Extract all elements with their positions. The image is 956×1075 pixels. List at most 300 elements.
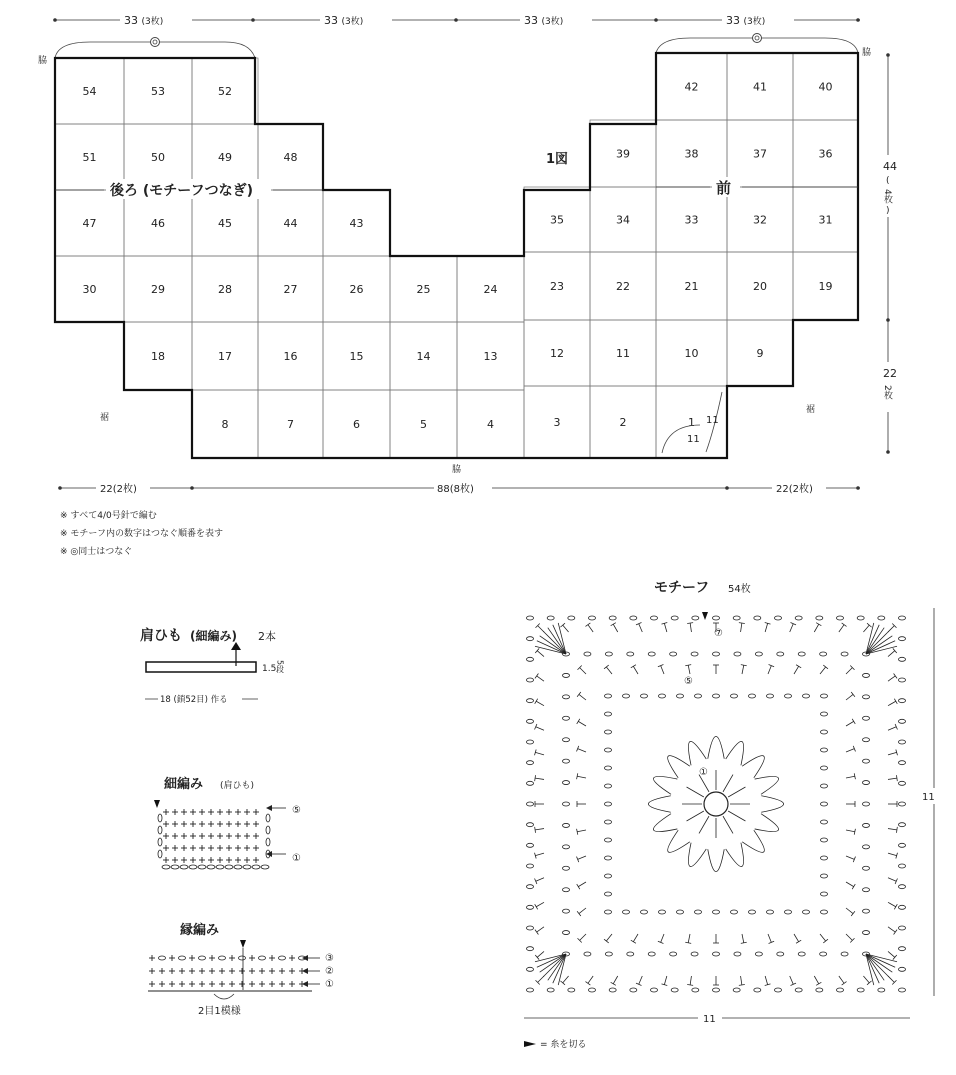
motif-dc [537, 951, 544, 957]
motif-center-stitch [728, 787, 745, 797]
motif-corner-fan [866, 631, 889, 654]
motif-chain [785, 910, 792, 914]
motif-petal [653, 776, 677, 794]
motif-chain [670, 952, 677, 956]
motif-number: 3 [553, 416, 561, 429]
motif-chain [527, 802, 534, 806]
motif-center-stitch [723, 775, 733, 792]
garment-outline [55, 53, 858, 458]
motif-dc [661, 934, 664, 942]
motif-number: 15 [349, 350, 364, 363]
motif-chain [589, 616, 596, 620]
corner-label-2: 11 [706, 415, 719, 426]
motif-chain [630, 988, 637, 992]
motif-ring [704, 792, 728, 816]
edge-chain [179, 956, 186, 960]
motif-dc [888, 951, 895, 957]
motif-petal [648, 796, 670, 812]
motif-dc [846, 882, 854, 887]
motif-chain [605, 952, 612, 956]
motif-chain [651, 616, 658, 620]
motif-chain [767, 694, 774, 698]
motif-dc [814, 976, 818, 984]
motif-chain [899, 988, 906, 992]
motif-chain [733, 616, 740, 620]
motif-chain [527, 864, 534, 868]
motif-chain [563, 802, 570, 806]
motif-chain [837, 616, 844, 620]
motif-center-stitch [687, 787, 704, 797]
motif-chain [899, 637, 906, 641]
motif-dc [742, 934, 744, 943]
hem-label-right: 裾 [806, 405, 816, 415]
motif-number: 28 [218, 283, 232, 296]
motif-number: 18 [151, 350, 165, 363]
motif-dc [814, 624, 818, 632]
motif-chain [605, 766, 612, 770]
motif-number: 6 [353, 418, 360, 431]
motif-dc [535, 829, 544, 830]
motif-chain [754, 988, 761, 992]
motif-stitch-chart [527, 616, 906, 992]
motif-chain [820, 952, 827, 956]
sc-row-bottom: ① [292, 853, 301, 864]
motif-number: 10 [684, 347, 699, 360]
motif-chain [677, 694, 684, 698]
motif-chain [734, 952, 741, 956]
motif-dc [538, 976, 544, 982]
motif-chain [527, 843, 534, 847]
motif-chain [749, 910, 756, 914]
motif-number: 48 [283, 151, 298, 164]
motif-chain [563, 716, 570, 720]
motif-chain [731, 910, 738, 914]
motif-dc [664, 976, 666, 985]
motif-dc [846, 856, 854, 859]
motif-number: 19 [818, 280, 833, 293]
side-label-bottom: 脇 [452, 465, 462, 475]
motif-number: 30 [82, 283, 97, 296]
motif-chain [878, 616, 885, 620]
motif-number: 20 [753, 280, 767, 293]
motif-dc [535, 853, 544, 855]
motif-chain [821, 820, 828, 824]
edge-row-3: ③ [325, 953, 334, 964]
motif-number: 24 [483, 283, 498, 296]
motif-petal [688, 843, 706, 867]
motif-dc [563, 625, 569, 632]
motif-chain [820, 652, 827, 656]
motif-chain [863, 802, 870, 806]
motif-round-7: ⑦ [714, 628, 723, 639]
motif-chain [563, 823, 570, 827]
motif-round-1: ① [699, 767, 708, 778]
corner-label-1: 11 [687, 434, 700, 445]
motif-chain [775, 616, 782, 620]
motif-chain [798, 652, 805, 656]
motif-chain [605, 910, 612, 914]
motif-dc [535, 752, 544, 754]
motif-dc [580, 934, 586, 940]
motif-number: 5 [420, 418, 427, 431]
motif-chain [605, 856, 612, 860]
motif-chain [563, 673, 570, 677]
strap-count: 2本 [258, 630, 276, 643]
chain-stitch [234, 865, 242, 869]
motif-number: 14 [416, 350, 431, 363]
motif-chain [899, 843, 906, 847]
motif-chain [563, 738, 570, 742]
motif-chain [899, 905, 906, 909]
motif-chain [863, 781, 870, 785]
motif-dc [578, 749, 586, 752]
motif-dc [846, 749, 854, 752]
motif-chain [563, 759, 570, 763]
join-mark-right [753, 34, 762, 43]
motif-number: 43 [349, 217, 364, 230]
motif-chain [816, 988, 823, 992]
motif-dc [606, 934, 612, 941]
motif-dc [538, 626, 544, 632]
motif-chain [821, 892, 828, 896]
motif-chain [695, 694, 702, 698]
edge-chain [219, 956, 226, 960]
motif-chain [584, 652, 591, 656]
motif-chain [798, 952, 805, 956]
motif-height: 11 [922, 792, 935, 803]
motif-chain [527, 761, 534, 765]
motif-dc [536, 727, 544, 731]
motif-number: 37 [753, 147, 767, 161]
motif-chain [527, 616, 534, 620]
motif-chain [563, 866, 570, 870]
motif-round-5: ⑤ [684, 676, 693, 687]
motif-chain [605, 874, 612, 878]
edge-row-2: ② [325, 966, 334, 977]
edge-row-1: ① [325, 979, 334, 990]
motif-number: 32 [753, 213, 767, 227]
motif-number: 12 [550, 347, 564, 360]
motif-chain [568, 616, 575, 620]
side-label-left: 脇 [38, 56, 48, 66]
motif-chain [821, 802, 828, 806]
chain-stitch [180, 865, 188, 869]
bottom-dim-right: 22(2枚) [776, 484, 813, 495]
motif-dc [690, 976, 691, 985]
motif-corner-fan [543, 954, 566, 977]
edge-chain [259, 956, 266, 960]
motif-number: 52 [218, 85, 232, 98]
motif-chain [863, 845, 870, 849]
motif-dc [846, 668, 852, 674]
motif-number: 47 [82, 217, 97, 230]
motif-dc [888, 676, 895, 681]
motif-petal [668, 830, 690, 852]
motif-number: 17 [218, 350, 232, 363]
motif-center-stitch [687, 811, 704, 821]
motif-petal [688, 741, 706, 765]
motif-chain [734, 652, 741, 656]
motif-chain [691, 952, 698, 956]
motif-number: 2 [619, 416, 627, 429]
strap-paren: (細編み) [190, 629, 237, 643]
motif-dc [888, 701, 896, 705]
motif-chain [671, 616, 678, 620]
motif-number: 38 [684, 147, 699, 161]
strap-height: 1.5 [262, 664, 277, 674]
motif-chain [821, 784, 828, 788]
motif-chain [899, 926, 906, 930]
motif-dc [790, 976, 794, 984]
motif-dc [664, 623, 666, 632]
motif-chain [731, 694, 738, 698]
motif-chain [659, 694, 666, 698]
cut-yarn-marker [154, 800, 160, 808]
right-dim-upper-value: 44 [883, 160, 897, 173]
motif-dc [863, 625, 869, 632]
motif-dc [846, 776, 855, 778]
motif-chain [899, 616, 906, 620]
motif-number: 21 [684, 280, 699, 293]
motif-dc [633, 934, 638, 942]
top-dimension-line [53, 11, 860, 27]
edge-stitch-grid [148, 948, 320, 991]
motif-chain [754, 616, 761, 620]
motif-chain [671, 988, 678, 992]
motif-chain [777, 652, 784, 656]
motif-chain [863, 716, 870, 720]
front-label: 前 [716, 179, 732, 197]
motif-center-stitch [723, 816, 733, 833]
motif-chain [821, 730, 828, 734]
motif-width: 11 [703, 1014, 716, 1025]
motif-dc [578, 721, 586, 726]
motif-dc [578, 856, 586, 859]
motif-number: 16 [283, 350, 298, 363]
motif-chain [641, 694, 648, 698]
motif-chain [641, 910, 648, 914]
motif-chain [899, 719, 906, 723]
motif-chain [841, 952, 848, 956]
motif-chain [692, 616, 699, 620]
sc-title: 細編み [164, 777, 204, 792]
motif-dc [577, 776, 586, 778]
motif-chain [755, 652, 762, 656]
motif-chain [527, 967, 534, 971]
motif-chain [527, 823, 534, 827]
motif-chain [821, 712, 828, 716]
edge-title: 縁編み [180, 923, 220, 938]
paren-open: ( [886, 176, 890, 186]
chain-stitch [189, 865, 197, 869]
motif-chain [605, 652, 612, 656]
motif-chain [692, 988, 699, 992]
motif-chain [605, 694, 612, 698]
motif-chain [821, 856, 828, 860]
motif-chain [527, 678, 534, 682]
motif-petal [755, 814, 779, 832]
motif-chain [623, 694, 630, 698]
motif-chain [527, 781, 534, 785]
motif-chain [605, 784, 612, 788]
motif-chain [899, 761, 906, 765]
note-1: ※ すべて4/0号針で編む [60, 511, 157, 521]
motif-number: 51 [82, 151, 97, 164]
edge-chain [199, 956, 206, 960]
motif-number: 4 [487, 418, 494, 431]
motif-chain [821, 874, 828, 878]
motif-dc [846, 830, 855, 832]
note-2: ※ モチーフ内の数字はつなぐ順番を表す [60, 529, 223, 539]
motif-chain [527, 988, 534, 992]
motif-dc [846, 908, 853, 914]
motif-chain [899, 699, 906, 703]
motif-chain [863, 888, 870, 892]
motif-chain [775, 988, 782, 992]
motif-chain [713, 910, 720, 914]
motif-dc [536, 878, 544, 882]
chain-stitch [216, 865, 224, 869]
motif-dc [768, 934, 771, 942]
motif-chain [563, 909, 570, 913]
motif-chain [527, 740, 534, 744]
motif-dc [577, 830, 586, 832]
motif-chain [785, 694, 792, 698]
motif-chain [648, 652, 655, 656]
motif-number: 34 [616, 213, 630, 227]
motif-chain [713, 652, 720, 656]
motif-dc [888, 727, 896, 731]
motif-chain [584, 952, 591, 956]
motif-dc [588, 625, 593, 632]
motif-chain [899, 657, 906, 661]
motif-dc [606, 667, 612, 674]
motif-chain [563, 781, 570, 785]
motif-chain [803, 694, 810, 698]
motif-chain [563, 888, 570, 892]
motif-number: 41 [753, 80, 767, 94]
legend-marker [524, 1041, 536, 1047]
motif-dc [579, 694, 586, 700]
motif-chain [899, 678, 906, 682]
motif-dc [888, 829, 897, 830]
motif-number: 33 [684, 213, 699, 227]
motif-dc [639, 624, 643, 632]
chain-stitch [261, 865, 269, 869]
motif-dc [588, 976, 593, 983]
motif-petal [742, 756, 764, 778]
motif-dc [688, 665, 690, 674]
motif-chain [527, 905, 534, 909]
motif-dc [888, 927, 895, 932]
motif-chain [749, 694, 756, 698]
motif-chain [837, 988, 844, 992]
motif-dc [863, 976, 869, 983]
motif-dc [633, 666, 638, 674]
motif-chain [563, 931, 570, 935]
motif-dc [613, 976, 617, 984]
strap-title: 肩ひも [140, 628, 182, 644]
motif-dc [578, 882, 586, 887]
motif-number: 1 [688, 416, 695, 429]
motif-chain [899, 802, 906, 806]
motif-chain [899, 885, 906, 889]
motif-dc [536, 701, 544, 705]
motif-chain [563, 845, 570, 849]
motif-chain [899, 823, 906, 827]
motif-petal [726, 843, 744, 867]
motif-chain [527, 719, 534, 723]
motif-number: 50 [151, 151, 165, 164]
side-label-right: 脇 [862, 48, 872, 58]
motif-chain [609, 616, 616, 620]
motif-number: 42 [684, 80, 699, 94]
motif-dc [888, 853, 897, 855]
motif-dc [888, 976, 894, 982]
motif-dc [846, 694, 853, 700]
motif-dc [580, 668, 586, 674]
motif-petal [668, 756, 690, 778]
sc-stitch-grid [158, 805, 286, 869]
motif-number: 11 [616, 347, 630, 360]
motif-chain [527, 885, 534, 889]
motif-dc [537, 651, 544, 657]
motif-petal [742, 830, 764, 852]
strap-width-label: 18 (鎖52目) 作る [160, 695, 228, 705]
motif-number: 7 [287, 418, 294, 431]
top-dim-2: 33 (3枚) [324, 14, 364, 27]
motif-dc [690, 623, 691, 632]
motif-dc [741, 976, 742, 985]
motif-center-stitch [728, 811, 745, 821]
motif-chain [623, 910, 630, 914]
motif-chain [605, 892, 612, 896]
motif-dc [639, 976, 643, 984]
motif-chain [627, 952, 634, 956]
motif-dc [536, 902, 544, 906]
motif-dc [888, 902, 896, 906]
motif-chain [767, 910, 774, 914]
motif-dc [537, 927, 544, 932]
chain-stitch [225, 865, 233, 869]
motif-chain [863, 695, 870, 699]
right-dim-lower-value: 22 [883, 367, 897, 380]
motif-dc [839, 625, 844, 632]
edge-chain [239, 956, 246, 960]
motif-chain [605, 820, 612, 824]
motif-dc [794, 666, 799, 674]
motif-chain [795, 988, 802, 992]
motif-chain [605, 802, 612, 806]
motif-corner-fan [543, 631, 566, 654]
motif-number: 22 [616, 280, 630, 293]
bottom-dim-left: 22(2枚) [100, 484, 137, 495]
motif-chain [713, 694, 720, 698]
motif-corner-fan [866, 954, 889, 977]
hem-label-left: 裾 [100, 413, 110, 423]
motif-chain [630, 616, 637, 620]
motif-chain [795, 616, 802, 620]
motif-chain [568, 988, 575, 992]
figure-label: 1図 [546, 152, 569, 167]
motif-dc [794, 934, 799, 942]
motif-chain [863, 738, 870, 742]
motif-chain [605, 838, 612, 842]
motif-dc [820, 934, 826, 941]
motif-chain [733, 988, 740, 992]
motif-chain [589, 988, 596, 992]
motif-chain [899, 947, 906, 951]
